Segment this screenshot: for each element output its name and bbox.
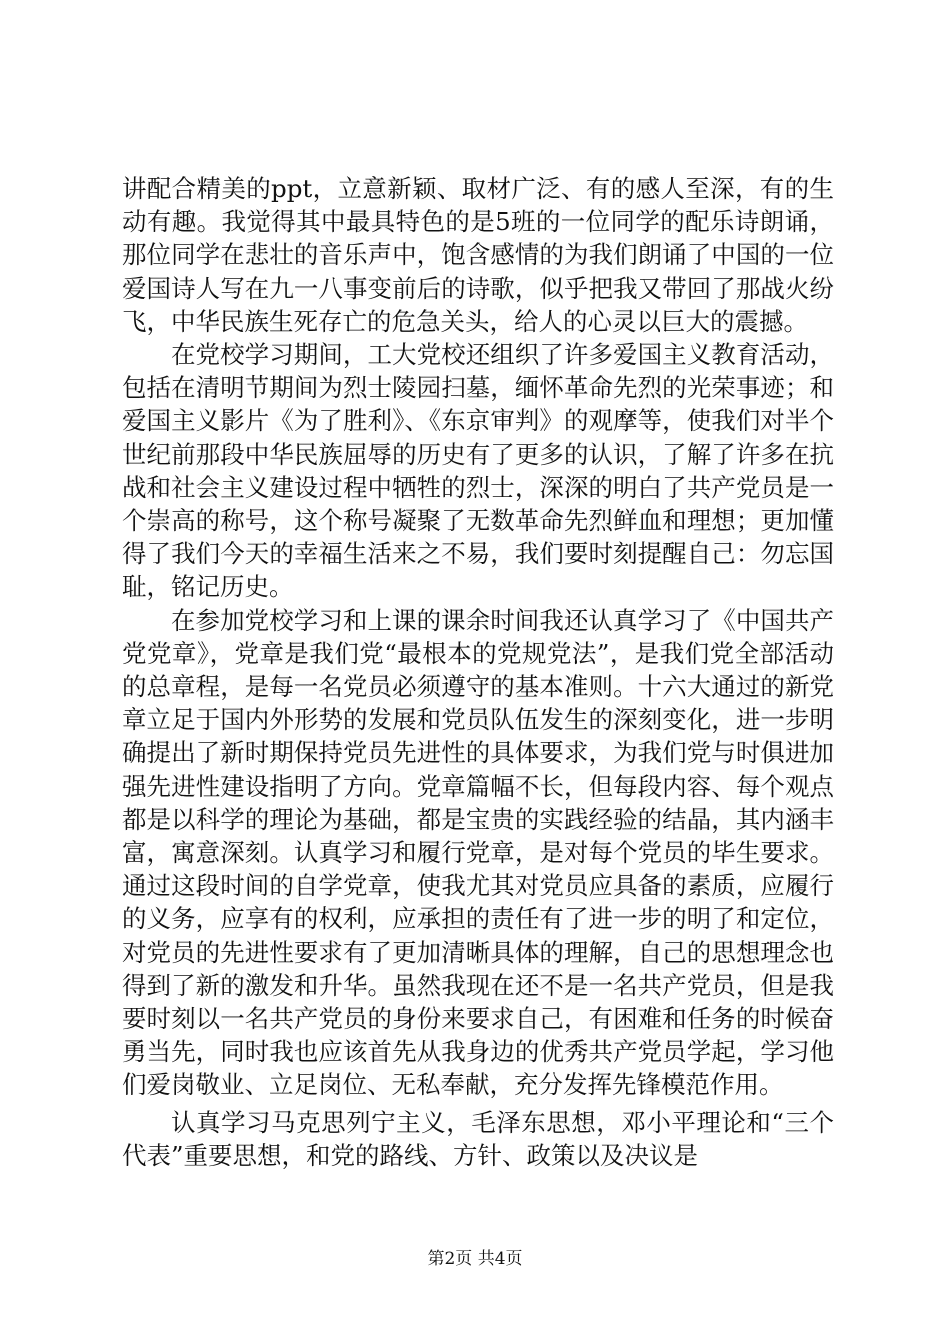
paragraph-continuation: 讲配合精美的ppt，立意新颖、取材广泛、有的感人至深，有的生动有趣。我觉得其中最具特色的是5班的一位同学的配乐诗朗诵，那位同学在悲壮的音乐声中，饱含感情的为我们朗诵了中国的一位爱国诗人写在九一八事变前后的诗歌，似乎把我又带回了那战火纷飞，中华民族生死存亡的危急关头，给人的心灵以巨大的震撼。 — [122, 174, 834, 336]
page-footer: 第2页 共4页 — [427, 1249, 523, 1269]
paragraph-party-constitution: 在参加党校学习和上课的课余时间我还认真学习了《中国共产党党章》，党章是我们党“最根本的党规党法”，是我们党全部活动的总章程，是每一名党员必须遵守的基本准则。十六大通过的新党章立足于国内外形势的发展和党员队伍发生的深刻变化，进一步明确提出了新时期保持党员先进性的具体要求，为我们党与时俱进加强先进性建设指明了方向。党章篇幅不长，但每段内容、每个观点都是以科学的理论为基础，都是宝贵的实践经验的结晶，其内涵丰富，寓意深刻。认真学习和履行党章，是对每个党员的毕生要求。通过这段时间的自学党章，使我尤其对党员应具备的素质，应履行的义务，应享有的权利，应承担的责任有了进一步的明了和定位，对党员的先进性要求有了更加清晰具体的理解，自己的思想理念也得到了新的激发和升华。虽然我现在还不是一名共产党员，但是我要时刻以一名共产党员的身份来要求自己，有困难和任务的时候奋勇当先，同时我也应该首先从我身边的优秀共产党员学起，学习他们爱岗敬业、立足岗位、无私奉献，充分发挥先锋模范作用。 — [122, 605, 834, 1100]
paragraph-patriotic-education: 在党校学习期间，工大党校还组织了许多爱国主义教育活动，包括在清明节期间为烈士陵园扫墓，缅怀革命先烈的光荣事迹；和爱国主义影片《为了胜利》、《东京审判》的观摩等，使我们对半个世纪前那段中华民族屈辱的历史有了更多的认识，了解了许多在抗战和社会主义建设过程中牺牲的烈士，深深的明白了共产党员是一个崇高的称号，这个称号凝聚了无数革命先烈鲜血和理想；更加懂得了我们今天的幸福生活来之不易，我们要时刻提醒自己：勿忘国耻，铭记历史。 — [122, 340, 834, 602]
paragraph-theory-study: 认真学习马克思列宁主义，毛泽东思想，邓小平理论和“三个代表”重要思想，和党的路线、方针、政策以及决议是 — [122, 1107, 834, 1170]
document-body — [122, 172, 834, 1172]
